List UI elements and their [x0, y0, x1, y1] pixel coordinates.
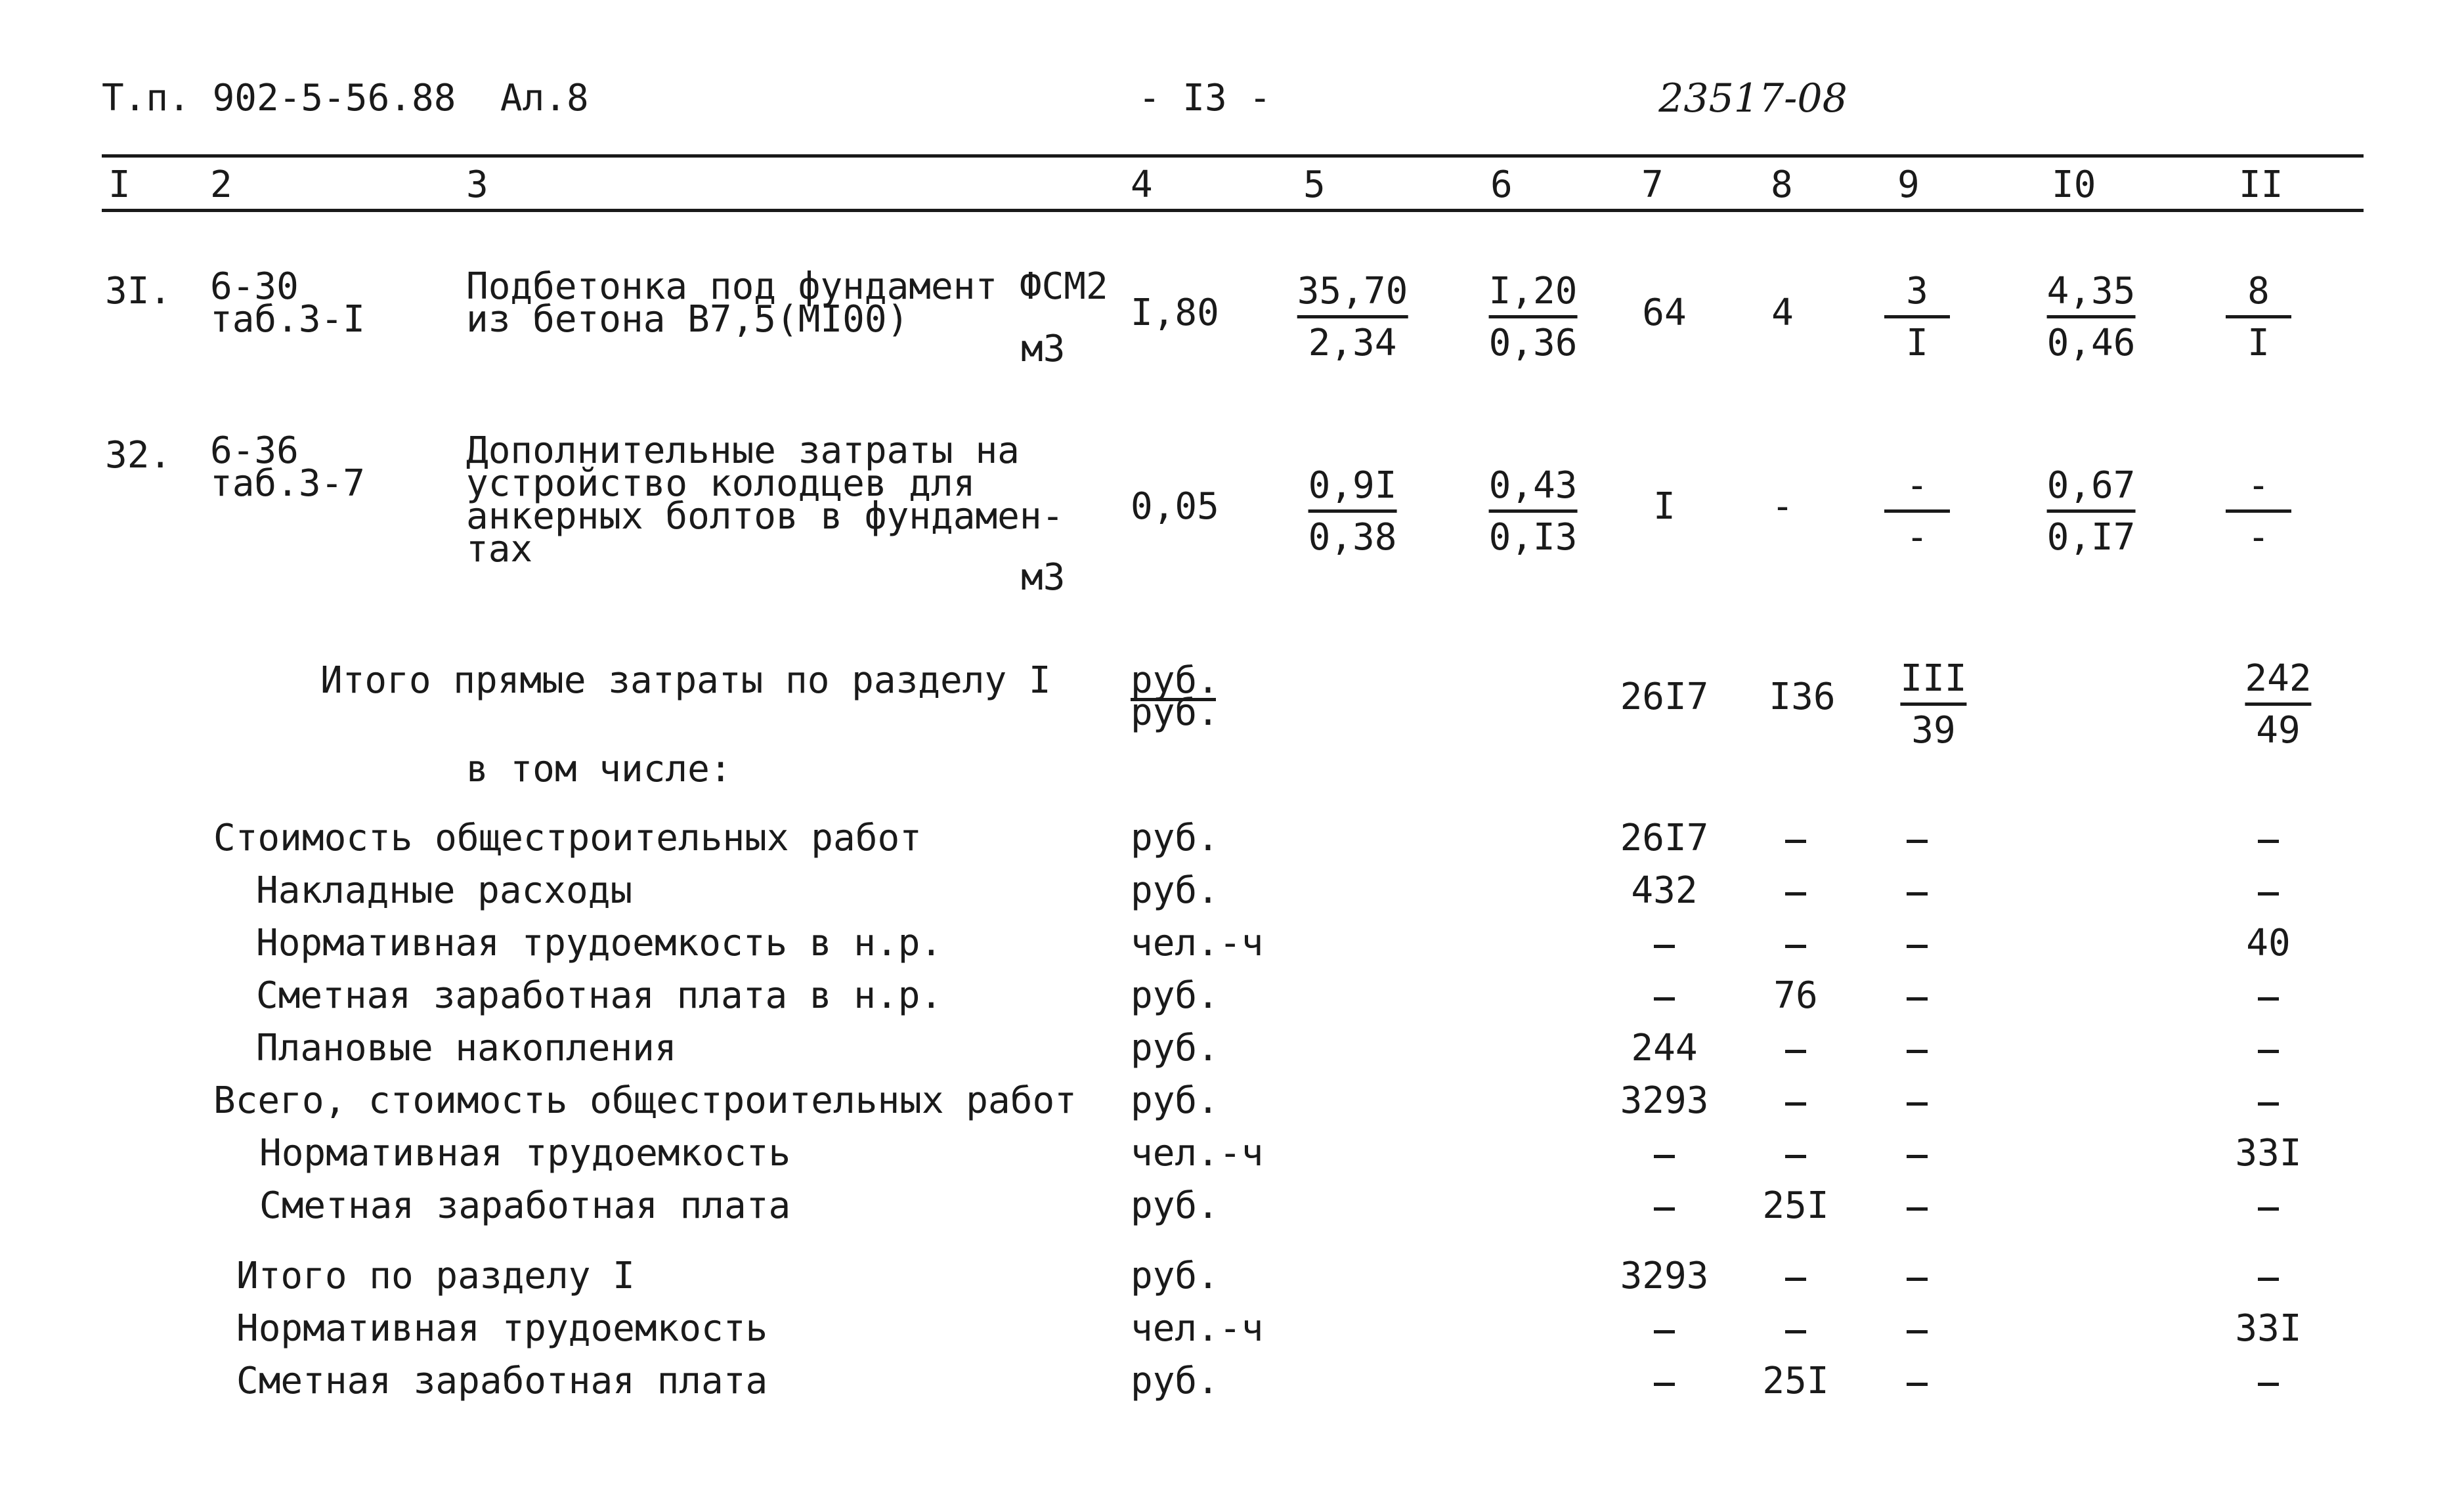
summary-c8-dash: [1785, 1102, 1806, 1106]
column-header-1: I: [108, 163, 131, 206]
total-direct-labor-fraction: 242 49: [2245, 657, 2312, 752]
unit-wage-fraction: 0,43 0,I3: [1488, 464, 1578, 559]
summary-c7-value: 244: [1631, 1027, 1698, 1069]
column-header-2: 2: [210, 163, 232, 206]
summary-c8-value: 25I: [1762, 1360, 1829, 1402]
summary-label: Сметная заработная плата: [236, 1360, 768, 1402]
summary-c8-dash: [1785, 1155, 1806, 1158]
unit-cost-fraction: 0,9I 0,38: [1308, 464, 1397, 559]
work-description: Дополнительные затраты на: [466, 429, 1020, 472]
work-description: устройство колодцев для: [466, 462, 976, 505]
summary-label: Стоимость общестроительных работ: [213, 817, 922, 859]
summary-c11-dash: [2258, 840, 2279, 843]
summary-c9-dash: [1907, 892, 1928, 896]
summary-c7-dash: [1654, 1383, 1675, 1386]
summary-c8-dash: [1785, 1278, 1806, 1281]
machine-cost-fraction: 3 I: [1884, 270, 1950, 364]
header-bottom-rule: [102, 209, 2364, 212]
document-reference: Т.п. 902-5-56.88 Ал.8: [102, 77, 589, 119]
summary-c11-dash: [2258, 1050, 2279, 1053]
summary-unit: руб.: [1131, 817, 1219, 859]
summary-c11-value: 33I: [2235, 1132, 2302, 1175]
column-header-3: 3: [466, 163, 488, 206]
total-direct-machine-fraction: III 39: [1900, 657, 1967, 752]
summary-unit: руб.: [1131, 869, 1219, 912]
total-direct-wage: I36: [1769, 676, 1836, 718]
column-header-6: 6: [1490, 163, 1513, 206]
summary-c9-dash: [1907, 997, 1928, 1001]
unit-label: м3: [1021, 328, 1066, 370]
work-description: из бетона В7,5(МI00): [466, 298, 909, 341]
summary-c7-value: 3293: [1620, 1079, 1709, 1122]
summary-c9-dash: [1907, 1155, 1928, 1158]
summary-unit: руб.: [1131, 1360, 1219, 1402]
summary-c11-dash: [2258, 997, 2279, 1001]
work-description: тах: [466, 528, 533, 571]
column-header-5: 5: [1303, 163, 1326, 206]
row-number: 3I.: [105, 270, 172, 313]
summary-c8-value: 25I: [1762, 1184, 1829, 1227]
summary-c9-dash: [1907, 1383, 1928, 1386]
total-direct-label: Итого прямые затраты по разделу I: [320, 659, 1051, 702]
norm-table: таб.3-I: [210, 298, 366, 341]
unit-label: м3: [1021, 556, 1066, 599]
summary-unit: руб.: [1131, 1255, 1219, 1297]
work-description: анкерных болтов в фундамен-: [466, 495, 1064, 538]
column-header-8: 8: [1771, 163, 1793, 206]
summary-c11-dash: [2258, 1207, 2279, 1211]
summary-c11-value: 33I: [2235, 1307, 2302, 1350]
summary-c11-value: 40: [2246, 922, 2291, 964]
header-top-rule: [102, 154, 2364, 158]
total-wage: 4: [1771, 292, 1794, 334]
norm-table: таб.3-7: [210, 462, 366, 505]
column-header-7: 7: [1641, 163, 1664, 206]
summary-label: Нормативная трудоемкость: [236, 1307, 768, 1350]
summary-c8-dash: [1785, 1050, 1806, 1053]
quantity: I,80: [1131, 292, 1219, 334]
total-cost: 64: [1642, 292, 1687, 334]
norm-code: 6-30: [210, 265, 299, 308]
machine-cost-fraction: - -: [1884, 465, 1950, 559]
summary-label: Накладные расходы: [256, 869, 633, 912]
total-direct-unit: руб. руб.: [1131, 659, 1219, 734]
summary-label: Всего, стоимость общестроительных работ: [213, 1079, 1077, 1122]
summary-c11-dash: [2258, 1102, 2279, 1106]
column-header-9: 9: [1897, 163, 1920, 206]
summary-c7-value: 432: [1631, 869, 1698, 912]
row-number: 32.: [105, 434, 172, 477]
column-header-11: II: [2239, 163, 2283, 206]
summary-c7-value: 3293: [1620, 1255, 1709, 1297]
summary-c7-dash: [1654, 1155, 1675, 1158]
unit-labor-fraction: 0,67 0,I7: [2046, 464, 2136, 559]
summary-c8-dash: [1785, 945, 1806, 948]
total-wage: -: [1771, 485, 1794, 528]
column-header-4: 4: [1131, 163, 1153, 206]
summary-label: Нормативная трудоемкость в н.р.: [256, 922, 943, 964]
summary-unit: чел.-ч: [1131, 1132, 1264, 1175]
summary-c9-dash: [1907, 1102, 1928, 1106]
summary-c11-dash: [2258, 892, 2279, 896]
summary-c9-dash: [1907, 1278, 1928, 1281]
summary-c9-dash: [1907, 1050, 1928, 1053]
work-description: Подбетонка под фундамент ФСМ2: [466, 265, 1108, 308]
summary-c7-dash: [1654, 1330, 1675, 1333]
total-cost: I: [1653, 485, 1676, 528]
norm-code: 6-36: [210, 429, 299, 472]
total-direct-cost: 26I7: [1620, 676, 1709, 718]
quantity: 0,05: [1131, 485, 1219, 528]
column-header-10: I0: [2052, 163, 2096, 206]
summary-c8-value: 76: [1773, 974, 1818, 1017]
including-label: в том числе:: [466, 748, 732, 790]
unit-labor-fraction: 4,35 0,46: [2046, 270, 2136, 364]
summary-label: Сметная заработная плата в н.р.: [256, 974, 943, 1017]
total-labor-fraction: 8 I: [2226, 270, 2291, 364]
summary-c11-dash: [2258, 1278, 2279, 1281]
summary-c7-dash: [1654, 945, 1675, 948]
summary-unit: руб.: [1131, 974, 1219, 1017]
summary-c7-value: 26I7: [1620, 817, 1709, 859]
summary-unit: чел.-ч: [1131, 1307, 1264, 1350]
summary-c11-dash: [2258, 1383, 2279, 1386]
summary-label: Итого по разделу I: [236, 1255, 635, 1297]
unit-wage-fraction: I,20 0,36: [1488, 270, 1578, 364]
summary-c9-dash: [1907, 1330, 1928, 1333]
summary-c7-dash: [1654, 1207, 1675, 1211]
summary-label: Нормативная трудоемкость: [259, 1132, 791, 1175]
summary-unit: чел.-ч: [1131, 922, 1264, 964]
document-code: 23517-08: [1658, 76, 1848, 121]
summary-c9-dash: [1907, 840, 1928, 843]
summary-unit: руб.: [1131, 1027, 1219, 1069]
summary-c8-dash: [1785, 840, 1806, 843]
summary-c9-dash: [1907, 1207, 1928, 1211]
summary-unit: руб.: [1131, 1184, 1219, 1227]
summary-unit: руб.: [1131, 1079, 1219, 1122]
summary-c9-dash: [1907, 945, 1928, 948]
page-number: - I3 -: [1138, 77, 1272, 119]
summary-c7-dash: [1654, 997, 1675, 1001]
summary-c8-dash: [1785, 892, 1806, 896]
summary-label: Сметная заработная плата: [259, 1184, 791, 1227]
unit-cost-fraction: 35,70 2,34: [1297, 270, 1408, 364]
total-labor-fraction: - -: [2226, 465, 2291, 559]
summary-c8-dash: [1785, 1330, 1806, 1333]
summary-label: Плановые накопления: [256, 1027, 677, 1069]
